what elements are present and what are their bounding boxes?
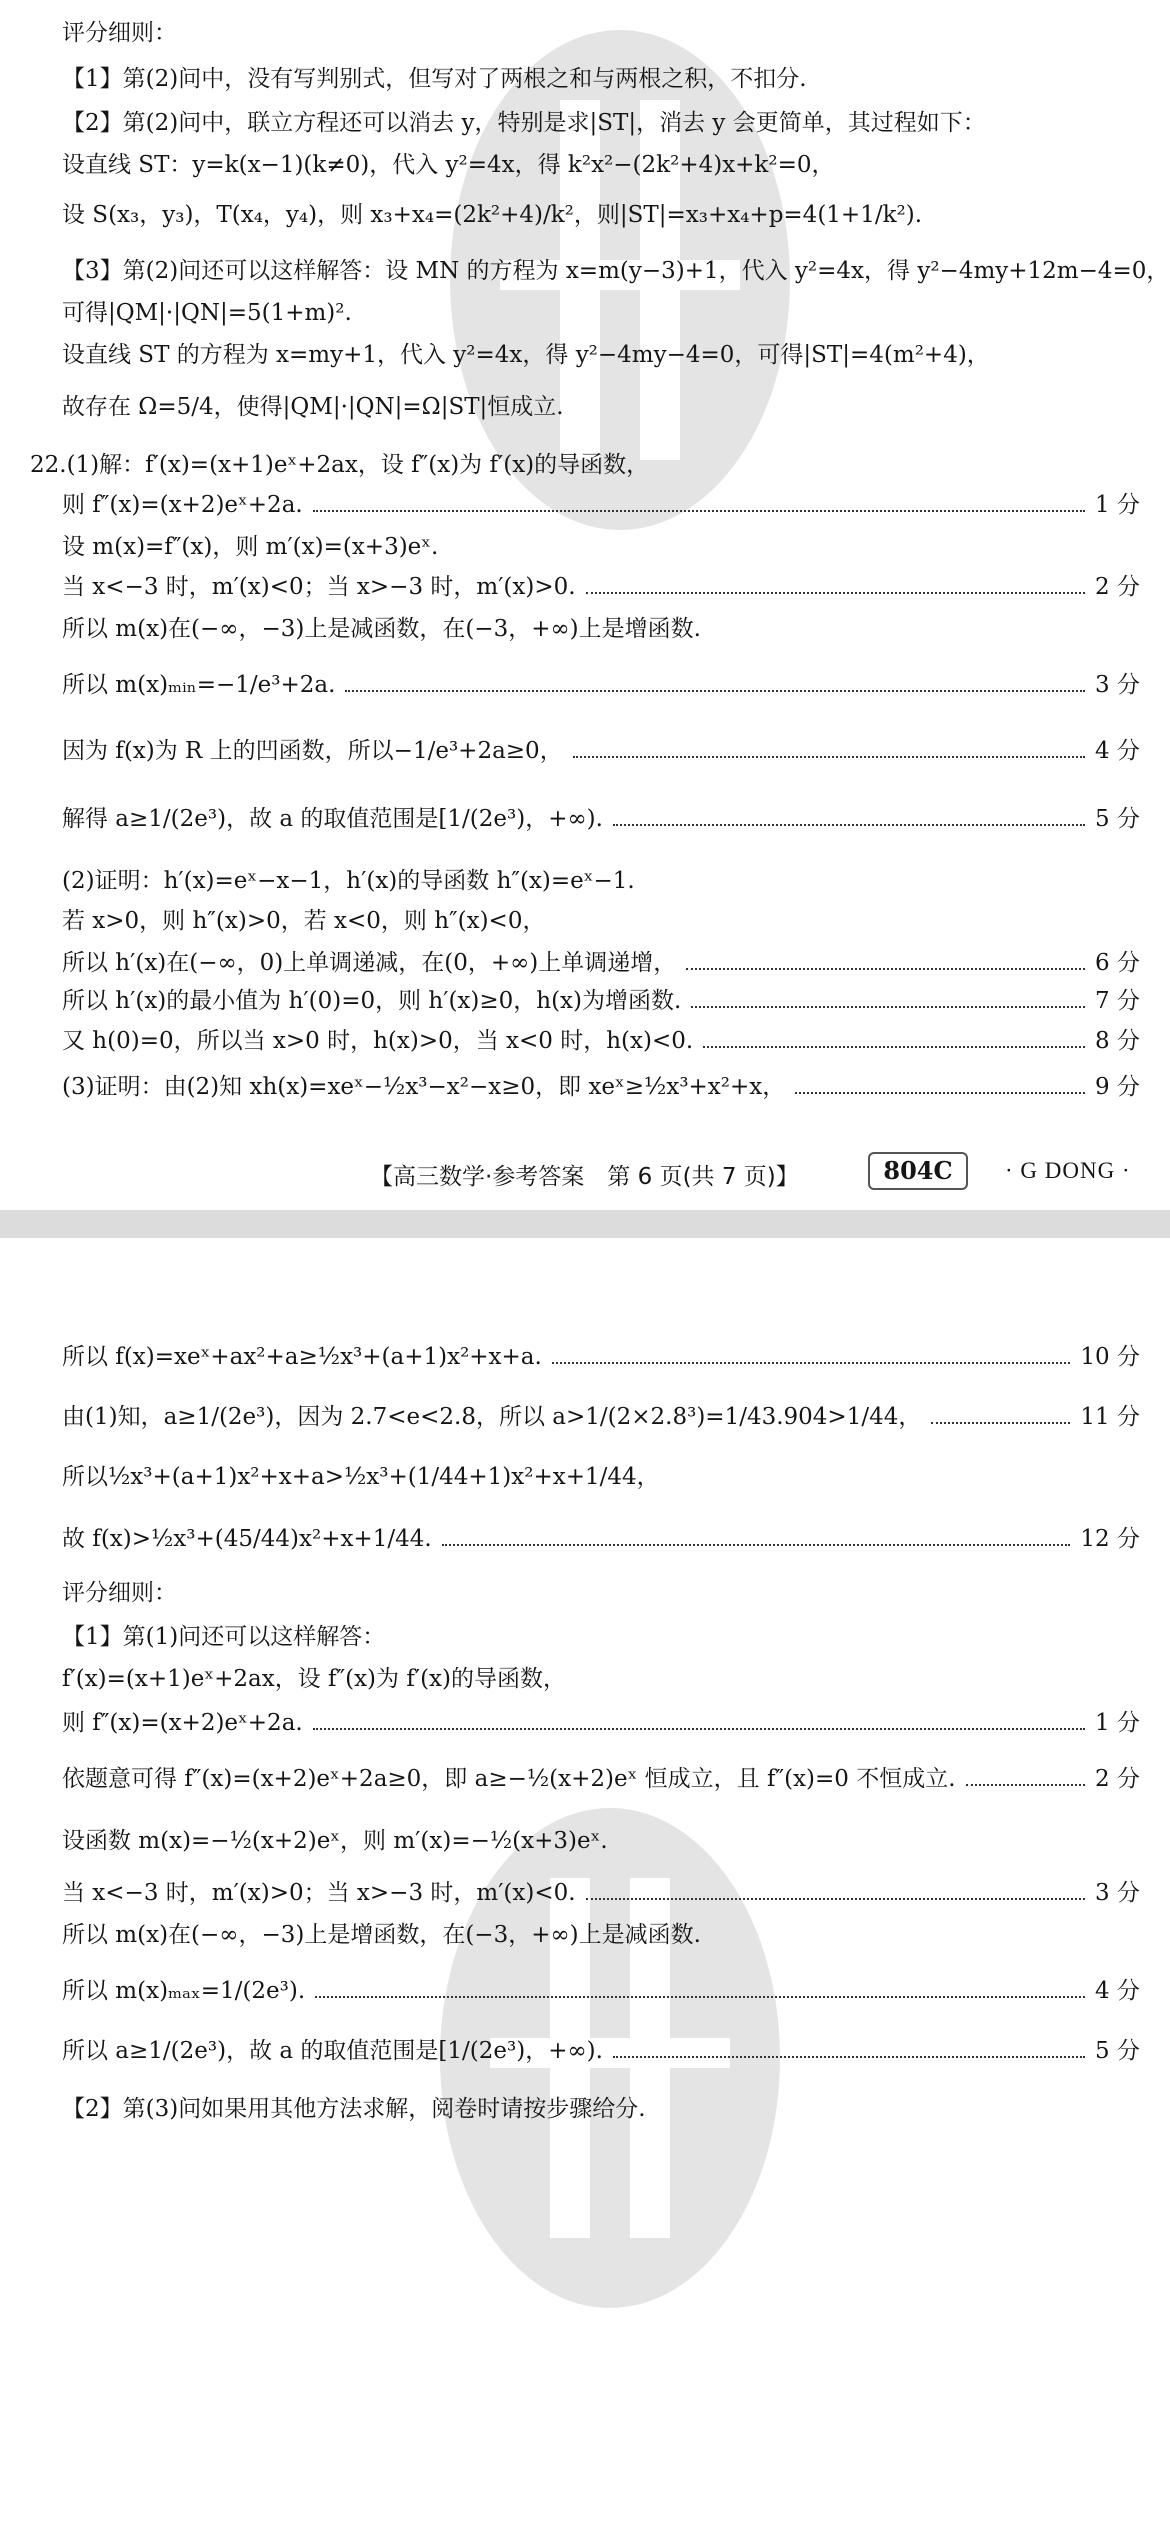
dot-leader — [315, 1996, 1085, 1998]
paper-code-badge: 804C — [868, 1152, 968, 1190]
dot-leader — [442, 1544, 1071, 1546]
dot-leader — [552, 1362, 1071, 1364]
step-text: (3)证明：由(2)知 xh(x)=xeˣ−½x³−x²−x≥0，即 xeˣ≥½x³+x²+x， — [62, 1074, 786, 1100]
step-text: 所以½x³+(a+1)x²+x+a>½x³+(1/44+1)x²+x+1/44， — [62, 1464, 660, 1490]
scored-step-line — [62, 1400, 1140, 1434]
text-line — [62, 1620, 1140, 1654]
text-line — [62, 1460, 1140, 1494]
text-line — [62, 1918, 1140, 1952]
dot-leader — [586, 1898, 1085, 1900]
step-text: 设函数 m(x)=−½(x+2)eˣ，则 m′(x)=−½(x+3)eˣ. — [62, 1828, 608, 1854]
text-line — [62, 2092, 1140, 2126]
dot-leader — [345, 690, 1085, 692]
step-text: 解得 a≥1/(2e³)，故 a 的取值范围是[1/(2e³)，+∞). — [62, 806, 603, 832]
score-label: 1 分 — [1095, 492, 1140, 518]
scored-step-line — [62, 1340, 1140, 1374]
step-text: 所以 f(x)=xeˣ+ax²+a≥½x³+(a+1)x²+x+a. — [62, 1344, 542, 1370]
scored-step-line — [62, 1024, 1140, 1058]
text-line — [62, 1576, 1140, 1610]
score-label: 11 分 — [1080, 1404, 1140, 1430]
step-text: 所以 m(x)在(−∞，−3)上是减函数，在(−3，+∞)上是增函数. — [62, 616, 701, 642]
answer-page-6 — [0, 0, 1170, 1210]
score-label: 7 分 — [1095, 988, 1140, 1014]
dot-leader — [573, 756, 1085, 758]
text-line: 评分细则： — [62, 20, 177, 46]
score-label: 2 分 — [1095, 1766, 1140, 1792]
score-label: 5 分 — [1095, 2038, 1140, 2064]
step-text: 【2】第(3)问如果用其他方法求解，阅卷时请按步骤给分. — [62, 2096, 646, 2122]
text-line: 设直线 ST：y=k(x−1)(k≠0)，代入 y²=4x，得 k²x²−(2k²+4)x+k²=0， — [62, 152, 835, 178]
text-line: 【1】第(2)问中，没有写判别式，但写对了两根之和与两根之积，不扣分. — [62, 66, 807, 92]
scored-step-line — [62, 1070, 1140, 1104]
scored-step-line — [62, 1522, 1140, 1556]
scored-step-line — [62, 984, 1140, 1018]
text-line — [62, 612, 1140, 646]
score-label: 5 分 — [1095, 806, 1140, 832]
score-label: 1 分 — [1095, 1710, 1140, 1736]
dot-leader — [691, 1006, 1085, 1008]
step-text: (2)证明：h′(x)=eˣ−x−1，h′(x)的导函数 h″(x)=eˣ−1. — [62, 868, 635, 894]
text-line — [62, 1824, 1140, 1858]
step-text: 所以 m(x)ₘᵢₙ=−1/e³+2a. — [62, 672, 336, 698]
score-label: 12 分 — [1080, 1526, 1140, 1552]
step-text: 【1】第(1)问还可以这样解答： — [62, 1624, 386, 1650]
dot-leader — [586, 592, 1085, 594]
text-line — [62, 904, 1140, 938]
step-text: 则 f″(x)=(x+2)eˣ+2a. — [62, 492, 303, 518]
step-text: 因为 f(x)为 R 上的凹函数，所以−1/e³+2a≥0， — [62, 738, 563, 764]
score-label: 4 分 — [1095, 738, 1140, 764]
text-line: 【3】第(2)问还可以这样解答：设 MN 的方程为 x=m(y−3)+1，代入 y²=4x，得 y²−4my+12m−4=0， — [62, 258, 1170, 284]
scored-step-line — [62, 570, 1140, 604]
step-text: 当 x<−3 时，m′(x)<0；当 x>−3 时，m′(x)>0. — [62, 574, 576, 600]
dot-leader — [795, 1092, 1085, 1094]
step-text: 又 h(0)=0，所以当 x>0 时，h(x)>0，当 x<0 时，h(x)<0. — [62, 1028, 694, 1054]
step-text: 评分细则： — [62, 1580, 177, 1606]
step-text: 故 f(x)>½x³+(45/44)x²+x+1/44. — [62, 1526, 432, 1552]
scored-step-line — [62, 946, 1140, 980]
score-label: 3 分 — [1095, 1880, 1140, 1906]
page-footer — [0, 1150, 1170, 1194]
dot-leader — [966, 1784, 1086, 1786]
scored-step-line — [62, 734, 1140, 768]
step-text: 所以 h′(x)的最小值为 h′(0)=0，则 h′(x)≥0，h(x)为增函数. — [62, 988, 682, 1014]
text-line: 设 S(x₃，y₃)，T(x₄，y₄)，则 x₃+x₄=(2k²+4)/k²，则|ST|=x₃+x₄+p=4(1+1/k²). — [62, 202, 923, 228]
score-label: 6 分 — [1095, 950, 1140, 976]
text-line: 可得|QM|·|QN|=5(1+m)². — [62, 300, 352, 326]
text-line: 设直线 ST 的方程为 x=my+1，代入 y²=4x，得 y²−4my−4=0，可得|ST|=4(m²+4)， — [62, 342, 990, 368]
dot-leader — [613, 824, 1085, 826]
scored-step-line — [62, 1762, 1140, 1796]
score-label: 9 分 — [1095, 1074, 1140, 1100]
answer-page-7 — [0, 1238, 1170, 2532]
step-text: 当 x<−3 时，m′(x)>0；当 x>−3 时，m′(x)<0. — [62, 1880, 576, 1906]
step-text: 设 m(x)=f″(x)，则 m′(x)=(x+3)eˣ. — [62, 534, 439, 560]
score-label: 2 分 — [1095, 574, 1140, 600]
score-label: 4 分 — [1095, 1978, 1140, 2004]
question-22-heading: 22.(1)解：f′(x)=(x+1)eˣ+2ax，设 f″(x)为 f′(x)的导函数， — [30, 452, 650, 478]
step-text: 若 x>0，则 h″(x)>0，若 x<0，则 h″(x)<0， — [62, 908, 546, 934]
score-label: 8 分 — [1095, 1028, 1140, 1054]
scored-step-line — [62, 1974, 1140, 2008]
score-label: 10 分 — [1080, 1344, 1140, 1370]
step-text: 由(1)知，a≥1/(2e³)，因为 2.7<e<2.8，所以 a>1/(2×2.8³)=1/43.904>1/44， — [62, 1404, 922, 1430]
step-text: 依题意可得 f″(x)=(x+2)eˣ+2a≥0，即 a≥−½(x+2)eˣ 恒成立，且 f″(x)=0 不恒成立. — [62, 1766, 956, 1792]
scored-step-line — [62, 488, 1140, 522]
text-line — [62, 864, 1140, 898]
step-text: 所以 h′(x)在(−∞，0)上单调递减，在(0，+∞)上单调递增， — [62, 950, 677, 976]
text-line — [62, 1662, 1140, 1696]
step-text: f′(x)=(x+1)eˣ+2ax，设 f″(x)为 f′(x)的导函数， — [62, 1666, 566, 1692]
dot-leader — [686, 968, 1085, 970]
scored-step-line — [62, 1706, 1140, 1740]
text-line: 【2】第(2)问中，联立方程还可以消去 y，特别是求|ST|，消去 y 会更简单，其过程如下： — [62, 110, 986, 136]
scored-step-line — [62, 802, 1140, 836]
score-label: 3 分 — [1095, 672, 1140, 698]
dot-leader — [613, 2056, 1085, 2058]
brand-mark: · G DONG · — [1005, 1158, 1131, 1183]
text-line — [62, 530, 1140, 564]
footer-text: 【高三数学·参考答案 第 6 页(共 7 页)】 — [370, 1164, 799, 1190]
scored-step-line — [62, 1876, 1140, 1910]
scored-step-line — [62, 2034, 1140, 2068]
dot-leader — [703, 1046, 1085, 1048]
scored-step-line — [62, 668, 1140, 702]
text-line: 故存在 Ω=5/4，使得|QM|·|QN|=Ω|ST|恒成立. — [62, 394, 564, 420]
step-text: 所以 a≥1/(2e³)，故 a 的取值范围是[1/(2e³)，+∞). — [62, 2038, 603, 2064]
dot-leader — [931, 1422, 1070, 1424]
dot-leader — [313, 510, 1085, 512]
step-text: 所以 m(x)ₘₐₓ=1/(2e³). — [62, 1978, 306, 2004]
step-text: 所以 m(x)在(−∞，−3)上是增函数，在(−3，+∞)上是减函数. — [62, 1922, 701, 1948]
dot-leader — [313, 1728, 1085, 1730]
step-text: 则 f″(x)=(x+2)eˣ+2a. — [62, 1710, 303, 1736]
